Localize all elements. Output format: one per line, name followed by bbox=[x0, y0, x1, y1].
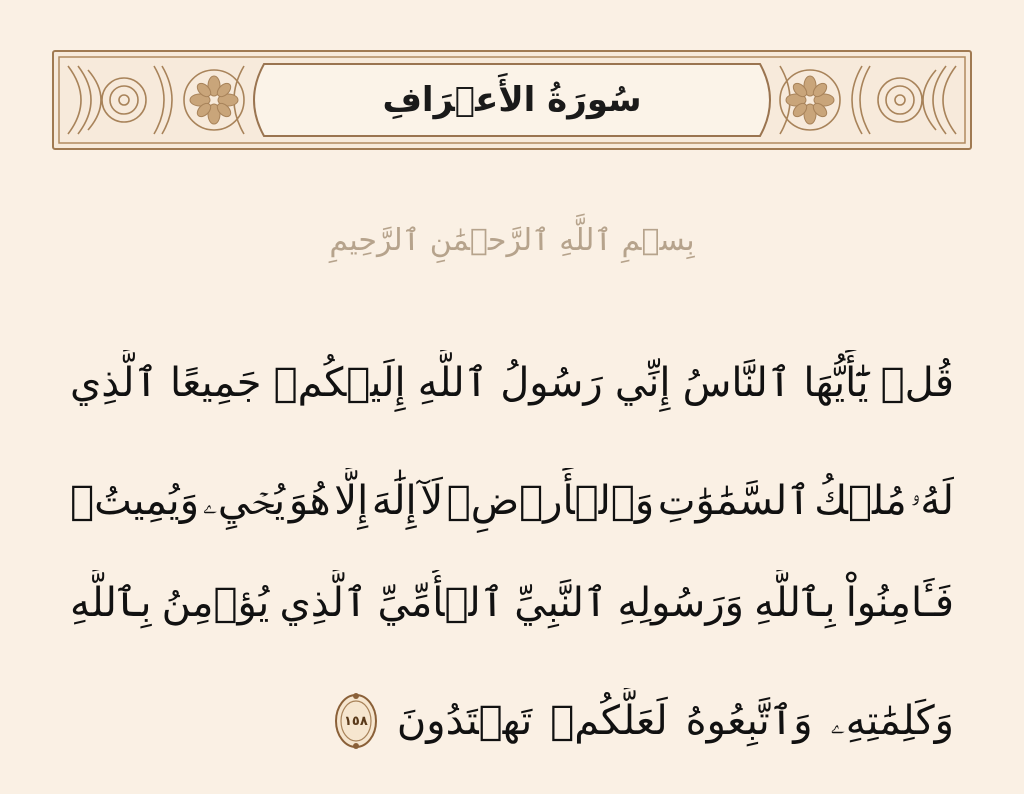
verse-word: تَهۡتَدُونَ bbox=[396, 698, 533, 744]
surah-header-frame bbox=[52, 50, 972, 150]
verse-word: رَسُولُ bbox=[500, 360, 603, 406]
verse-word: وَٱلۡأَرۡضِۖ bbox=[446, 478, 655, 524]
verse-word: إِلَيۡكُمۡ bbox=[273, 360, 406, 406]
verse-word: يُحۡيِۦ bbox=[202, 478, 286, 524]
verse-word: ٱللَّهِ bbox=[417, 360, 489, 406]
verse-word: ٱلنَّاسُ bbox=[682, 360, 792, 406]
verse-word: وَكَلِمَٰتِهِۦ bbox=[830, 698, 954, 744]
verse-word: لَعَلَّكُمۡ bbox=[550, 698, 668, 744]
verse-word: ٱلَّذِي bbox=[279, 580, 368, 626]
verse-line bbox=[70, 468, 954, 534]
verse-word: وَيُمِيتُۖ bbox=[70, 478, 200, 524]
verse-word: إِنِّي bbox=[614, 360, 671, 406]
verse-word: جَمِيعًا bbox=[170, 360, 262, 406]
verse-word: ٱلَّذِي bbox=[70, 360, 158, 406]
verse-word: لَهُۥ bbox=[910, 478, 954, 524]
verse-word: لَآ bbox=[420, 478, 444, 524]
ayah-number: ١٥٨ bbox=[343, 713, 368, 729]
basmala: بِسۡمِ ٱللَّهِ ٱلرَّحۡمَٰنِ ٱلرَّحِيمِ bbox=[329, 222, 695, 258]
verse-word: إِلَٰهَ bbox=[371, 478, 417, 524]
verse-word: يَٰٓأَيُّهَا bbox=[803, 360, 869, 406]
verse-word: هُوَ bbox=[288, 478, 331, 524]
verse-word: ٱلنَّبِيِّ bbox=[514, 580, 608, 626]
verse-word: ٱلۡأُمِّيِّ bbox=[377, 580, 505, 626]
verse-word: ٱلسَّمَٰوَٰتِ bbox=[657, 478, 811, 524]
verse-word: مُلۡكُ bbox=[814, 478, 907, 524]
ayah-end-marker bbox=[333, 692, 379, 750]
surah-title: سُورَةُ الأَعۡرَافِ bbox=[382, 80, 642, 120]
verse-line bbox=[70, 688, 954, 754]
verse-word: بِٱللَّهِ bbox=[754, 580, 836, 626]
verse-word: قُلۡ bbox=[880, 360, 954, 406]
verse-word: فَـَٔامِنُواْ bbox=[845, 580, 954, 626]
verse-word: إِلَّا bbox=[334, 478, 369, 524]
verse-word: يُؤۡمِنُ bbox=[161, 580, 270, 626]
verse-word: بِٱللَّهِ bbox=[70, 580, 152, 626]
verse-line bbox=[70, 570, 954, 636]
verse-word: وَٱتَّبِعُوهُ bbox=[685, 698, 813, 744]
verse-word: وَرَسُولِهِ bbox=[617, 580, 744, 626]
verse-line bbox=[70, 350, 954, 416]
